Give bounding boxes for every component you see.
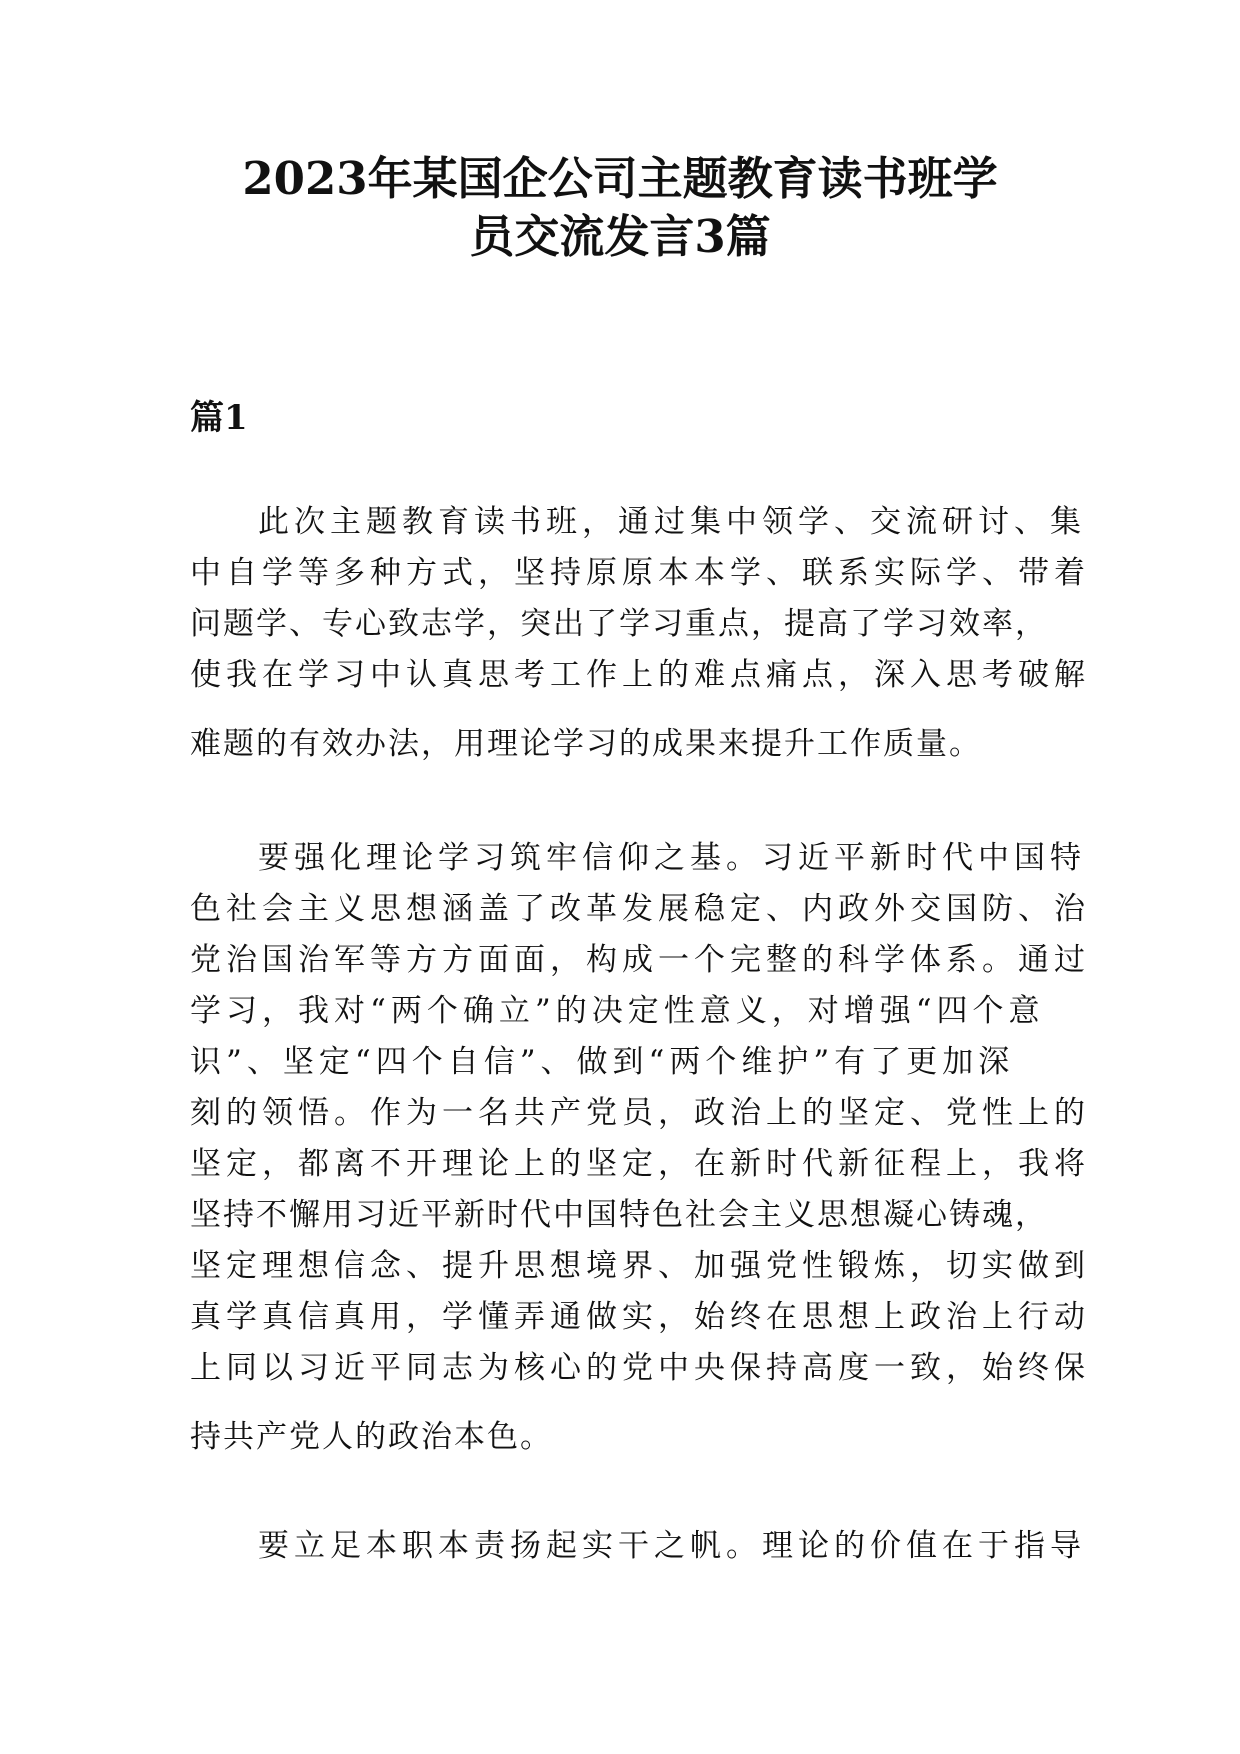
paragraph-line: 使我在学习中认真思考工作上的难点痛点，深入思考破解 <box>190 657 1090 693</box>
paragraph-line: 要强化理论学习筑牢信仰之基。习近平新时代中国特 <box>258 840 1086 876</box>
document-title <box>160 150 1080 266</box>
paragraph-line: 坚定理想信念、提升思想境界、加强党性锻炼，切实做到 <box>190 1248 1090 1284</box>
paragraph-line: 难题的有效办法，用理论学习的成果来提升工作质量。 <box>190 726 982 762</box>
paragraph-line: 上同以习近平同志为核心的党中央保持高度一致，始终保 <box>190 1350 1090 1386</box>
paragraph-line: 问题学、专心致志学，突出了学习重点，提高了学习效率， <box>190 606 1048 642</box>
paragraph-line: 持共产党人的政治本色。 <box>190 1419 553 1455</box>
paragraph-line: 坚持不懈用习近平新时代中国特色社会主义思想凝心铸魂， <box>190 1197 1048 1233</box>
paragraph-line: 学习，我对“两个确立”的决定性意义，对增强“四个意 <box>190 993 1045 1029</box>
title-line-2: 员交流发言3篇 <box>469 210 771 263</box>
paragraph-line: 坚定，都离不开理论上的坚定，在新时代新征程上，我将 <box>190 1146 1090 1182</box>
paragraph-line: 真学真信真用，学懂弄通做实，始终在思想上政治上行动 <box>190 1299 1090 1335</box>
paragraph-line: 中自学等多种方式，坚持原原本本学、联系实际学、带着 <box>190 555 1090 591</box>
section-heading: 篇1 <box>190 398 248 438</box>
paragraph-line: 刻的领悟。作为一名共产党员，政治上的坚定、党性上的 <box>190 1095 1090 1131</box>
paragraph-line: 识”、坚定“四个自信”、做到“两个维护”有了更加深 <box>190 1044 1015 1080</box>
paragraph-3 <box>190 1526 1086 1566</box>
paragraph-line: 党治国治军等方方面面，构成一个完整的科学体系。通过 <box>190 942 1090 978</box>
paragraph-2 <box>190 838 1090 1457</box>
paragraph-line: 此次主题教育读书班，通过集中领学、交流研讨、集 <box>258 504 1086 540</box>
title-line-1: 2023年某国企公司主题教育读书班学 <box>242 152 998 205</box>
paragraph-1 <box>190 502 1090 764</box>
paragraph-line: 要立足本职本责扬起实干之帆。理论的价值在于指导 <box>258 1528 1086 1564</box>
paragraph-line: 色社会主义思想涵盖了改革发展稳定、内政外交国防、治 <box>190 891 1090 927</box>
